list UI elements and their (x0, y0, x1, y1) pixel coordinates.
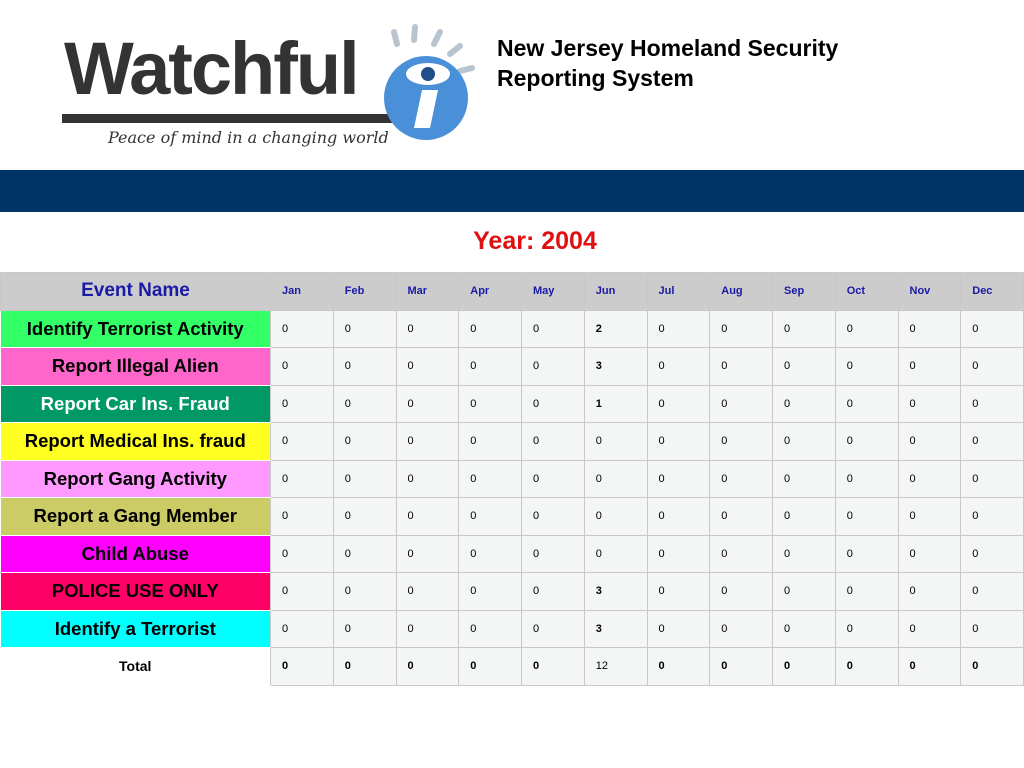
count-cell: 0 (647, 535, 710, 573)
count-cell: 0 (710, 535, 773, 573)
month-header: Jul (647, 273, 710, 311)
count-cell: 0 (835, 310, 898, 348)
count-cell: 0 (773, 310, 836, 348)
event-name-cell[interactable]: Report a Gang Member (1, 498, 271, 536)
count-cell: 0 (522, 460, 585, 498)
total-cell: 0 (647, 648, 710, 686)
count-cell: 0 (584, 423, 647, 461)
count-cell: 0 (773, 498, 836, 536)
count-cell: 0 (835, 573, 898, 611)
count-cell: 0 (459, 460, 522, 498)
total-row (1, 648, 1024, 686)
event-name-header: Event Name (1, 273, 271, 311)
count-cell: 0 (522, 498, 585, 536)
count-cell: 0 (647, 310, 710, 348)
count-cell: 0 (647, 460, 710, 498)
count-cell: 0 (773, 348, 836, 386)
count-cell: 0 (271, 348, 334, 386)
count-cell: 0 (333, 385, 396, 423)
count-cell: 0 (459, 385, 522, 423)
count-cell: 0 (522, 610, 585, 648)
total-label: Total (1, 648, 271, 686)
count-cell: 0 (898, 610, 961, 648)
event-name-cell[interactable]: Report Car Ins. Fraud (1, 385, 271, 423)
count-cell: 0 (271, 498, 334, 536)
count-cell: 0 (459, 310, 522, 348)
count-cell: 0 (522, 385, 585, 423)
count-cell: 0 (961, 310, 1024, 348)
count-cell: 0 (710, 423, 773, 461)
count-cell: 0 (459, 423, 522, 461)
count-cell: 3 (584, 610, 647, 648)
title-line-1: New Jersey Homeland Security (497, 35, 839, 61)
event-name-cell[interactable]: Report Medical Ins. fraud (1, 423, 271, 461)
month-header: Nov (898, 273, 961, 311)
table-row (1, 460, 1024, 498)
count-cell: 0 (773, 423, 836, 461)
table-row (1, 310, 1024, 348)
count-cell: 0 (898, 385, 961, 423)
count-cell: 0 (710, 385, 773, 423)
count-cell: 0 (396, 610, 459, 648)
total-cell: 0 (459, 648, 522, 686)
table-row (1, 535, 1024, 573)
count-cell: 0 (898, 423, 961, 461)
count-cell: 0 (396, 498, 459, 536)
count-cell: 0 (584, 535, 647, 573)
count-cell: 0 (647, 348, 710, 386)
count-cell: 0 (459, 535, 522, 573)
count-cell: 0 (396, 573, 459, 611)
count-cell: 0 (271, 423, 334, 461)
count-cell: 0 (773, 460, 836, 498)
month-header: Dec (961, 273, 1024, 311)
count-cell: 0 (584, 498, 647, 536)
total-cell: 0 (522, 648, 585, 686)
count-cell: 0 (835, 535, 898, 573)
count-cell: 0 (396, 460, 459, 498)
count-cell: 0 (835, 460, 898, 498)
count-cell: 0 (647, 610, 710, 648)
count-cell: 0 (271, 535, 334, 573)
count-cell: 0 (898, 348, 961, 386)
count-cell: 0 (459, 348, 522, 386)
total-cell: 0 (898, 648, 961, 686)
total-cell: 0 (271, 648, 334, 686)
event-name-cell[interactable]: POLICE USE ONLY (1, 573, 271, 611)
count-cell: 0 (773, 573, 836, 611)
logo-wordmark: Watchful (64, 27, 358, 110)
table-row (1, 498, 1024, 536)
count-cell: 0 (710, 573, 773, 611)
count-cell: 1 (584, 385, 647, 423)
event-name-cell[interactable]: Report Illegal Alien (1, 348, 271, 386)
count-cell: 3 (584, 348, 647, 386)
count-cell: 0 (333, 573, 396, 611)
logo-underline (62, 114, 392, 123)
events-table (0, 272, 1024, 686)
count-cell: 0 (459, 573, 522, 611)
count-cell: 0 (647, 385, 710, 423)
count-cell: 0 (835, 348, 898, 386)
count-cell: 0 (961, 535, 1024, 573)
count-cell: 0 (647, 423, 710, 461)
count-cell: 0 (271, 310, 334, 348)
system-title (497, 33, 917, 93)
count-cell: 0 (333, 535, 396, 573)
count-cell: 0 (522, 423, 585, 461)
count-cell: 0 (522, 573, 585, 611)
count-cell: 0 (898, 310, 961, 348)
count-cell: 0 (710, 310, 773, 348)
event-name-cell[interactable]: Child Abuse (1, 535, 271, 573)
table-row (1, 423, 1024, 461)
month-header: Jan (271, 273, 334, 311)
watchful-logo (62, 24, 482, 154)
year-label: Year: 2004 (473, 227, 597, 255)
header-band (0, 170, 1024, 212)
count-cell: 0 (835, 423, 898, 461)
count-cell: 0 (396, 423, 459, 461)
total-cell: 0 (396, 648, 459, 686)
count-cell: 0 (961, 385, 1024, 423)
count-cell: 0 (271, 385, 334, 423)
count-cell: 0 (961, 498, 1024, 536)
count-cell: 0 (961, 460, 1024, 498)
total-cell: 0 (773, 648, 836, 686)
total-cell: 0 (333, 648, 396, 686)
count-cell: 0 (647, 573, 710, 611)
count-cell: 0 (710, 610, 773, 648)
count-cell: 0 (522, 310, 585, 348)
month-header: Apr (459, 273, 522, 311)
count-cell: 0 (835, 610, 898, 648)
count-cell: 0 (835, 385, 898, 423)
total-cell: 0 (835, 648, 898, 686)
table-row (1, 573, 1024, 611)
count-cell: 0 (773, 385, 836, 423)
count-cell: 0 (961, 573, 1024, 611)
total-cell: 0 (961, 648, 1024, 686)
month-header: Aug (710, 273, 773, 311)
count-cell: 2 (584, 310, 647, 348)
count-cell: 0 (898, 460, 961, 498)
count-cell: 0 (898, 573, 961, 611)
event-name-cell[interactable]: Report Gang Activity (1, 460, 271, 498)
month-header: Oct (835, 273, 898, 311)
count-cell: 0 (773, 535, 836, 573)
count-cell: 0 (773, 610, 836, 648)
event-name-cell[interactable]: Identify a Terrorist (1, 610, 271, 648)
count-cell: 0 (961, 423, 1024, 461)
count-cell: 0 (961, 348, 1024, 386)
count-cell: 0 (522, 348, 585, 386)
count-cell: 0 (459, 610, 522, 648)
count-cell: 0 (584, 460, 647, 498)
table-row (1, 348, 1024, 386)
month-header: Feb (333, 273, 396, 311)
count-cell: 0 (333, 610, 396, 648)
total-cell: 12 (584, 648, 647, 686)
count-cell: 0 (333, 348, 396, 386)
count-cell: 0 (333, 310, 396, 348)
count-cell: 0 (961, 610, 1024, 648)
count-cell: 0 (396, 535, 459, 573)
count-cell: 3 (584, 573, 647, 611)
event-name-cell[interactable]: Identify Terrorist Activity (1, 310, 271, 348)
title-line-2: Reporting System (497, 65, 694, 91)
count-cell: 0 (898, 498, 961, 536)
count-cell: 0 (396, 385, 459, 423)
count-cell: 0 (459, 498, 522, 536)
count-cell: 0 (710, 498, 773, 536)
count-cell: 0 (271, 610, 334, 648)
count-cell: 0 (396, 348, 459, 386)
month-header: Sep (773, 273, 836, 311)
count-cell: 0 (271, 460, 334, 498)
total-cell: 0 (710, 648, 773, 686)
table-header-row (1, 273, 1024, 311)
month-header: Mar (396, 273, 459, 311)
count-cell: 0 (710, 460, 773, 498)
month-header: Jun (584, 273, 647, 311)
month-header: May (522, 273, 585, 311)
count-cell: 0 (333, 498, 396, 536)
table-row (1, 610, 1024, 648)
count-cell: 0 (333, 423, 396, 461)
table-body (1, 310, 1024, 685)
count-cell: 0 (396, 310, 459, 348)
count-cell: 0 (898, 535, 961, 573)
logo-tagline: Peace of mind in a changing world (108, 128, 389, 147)
table-row (1, 385, 1024, 423)
count-cell: 0 (835, 498, 898, 536)
count-cell: 0 (710, 348, 773, 386)
count-cell: 0 (333, 460, 396, 498)
count-cell: 0 (522, 535, 585, 573)
eye-i-icon (368, 24, 480, 142)
count-cell: 0 (647, 498, 710, 536)
count-cell: 0 (271, 573, 334, 611)
